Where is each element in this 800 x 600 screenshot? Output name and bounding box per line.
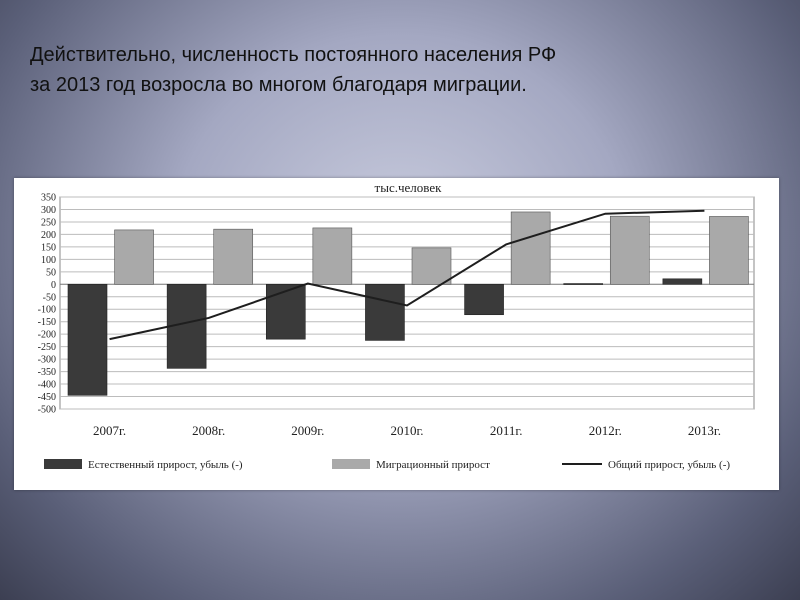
y-tick-label: 50 xyxy=(46,267,56,279)
natural-growth-bar xyxy=(663,279,702,284)
migration-growth-bar xyxy=(511,212,550,284)
legend-label-natural: Естественный прирост, убыль (-) xyxy=(88,459,243,471)
y-tick-label: -500 xyxy=(37,404,56,416)
natural-growth-bar xyxy=(465,284,504,314)
y-tick-label: -300 xyxy=(37,354,56,366)
x-tick-label: 2013г. xyxy=(687,423,721,438)
slide-title-line-1: Действительно, численность постоянного населения РФ xyxy=(30,44,557,66)
x-tick-label: 2007г. xyxy=(93,423,127,438)
grid xyxy=(60,197,754,409)
legend xyxy=(44,459,730,471)
y-tick-label: -450 xyxy=(37,392,56,404)
legend-swatch-natural xyxy=(44,459,82,469)
y-tick-label: 0 xyxy=(51,279,56,291)
x-tick-label: 2008г. xyxy=(192,423,226,438)
natural-growth-bar xyxy=(564,284,603,285)
migration-growth-bar xyxy=(709,216,748,284)
slide-title xyxy=(30,40,750,100)
y-tick-label: -100 xyxy=(37,304,56,316)
y-tick-label: 150 xyxy=(41,242,56,254)
x-axis-ticks xyxy=(93,423,721,438)
migration-growth-bar xyxy=(610,216,649,284)
plot-frame xyxy=(60,197,754,409)
y-axis-ticks xyxy=(38,193,56,416)
chart-title: тыс.человек xyxy=(374,180,442,195)
slide-title-line-2: за 2013 год возросла во многом благодаря миграции. xyxy=(30,74,527,96)
y-tick-label: -50 xyxy=(42,292,56,304)
natural-growth-bar xyxy=(68,284,107,395)
y-tick-label: 100 xyxy=(41,254,56,266)
x-tick-label: 2009г. xyxy=(291,423,325,438)
y-tick-label: -350 xyxy=(37,367,56,379)
x-tick-label: 2010г. xyxy=(390,423,424,438)
migration-growth-bar xyxy=(214,229,253,284)
natural-growth-bar xyxy=(365,284,404,340)
chart-panel xyxy=(14,178,779,490)
migration-growth-bar xyxy=(115,230,154,284)
y-tick-label: 200 xyxy=(41,229,56,241)
y-tick-label: -150 xyxy=(37,317,56,329)
y-tick-label: 350 xyxy=(41,192,56,204)
migration-growth-bar xyxy=(412,248,451,284)
y-tick-label: 300 xyxy=(41,204,56,216)
y-tick-label: -250 xyxy=(37,342,56,354)
population-chart xyxy=(14,178,779,490)
legend-swatch-migration xyxy=(332,459,370,469)
y-tick-label: 250 xyxy=(41,217,56,229)
natural-growth-bar xyxy=(266,284,305,339)
y-tick-label: -400 xyxy=(37,379,56,391)
x-tick-label: 2011г. xyxy=(489,423,523,438)
x-tick-label: 2012г. xyxy=(588,423,622,438)
legend-label-migration: Миграционный прирост xyxy=(376,459,490,471)
migration-growth-bar xyxy=(313,228,352,284)
y-tick-label: -200 xyxy=(37,329,56,341)
legend-label-total: Общий прирост, убыль (-) xyxy=(608,459,731,471)
